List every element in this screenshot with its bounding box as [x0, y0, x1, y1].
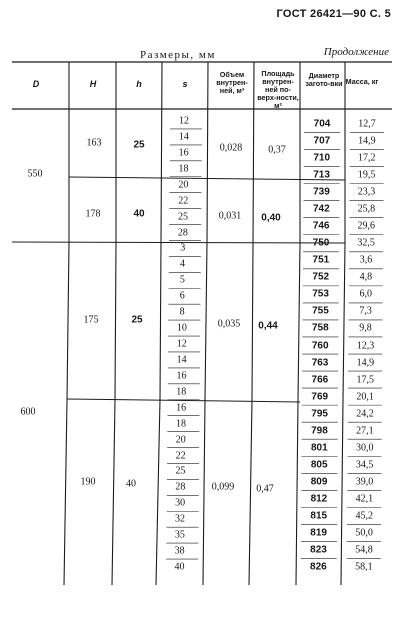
diameter-value: 819	[310, 527, 327, 539]
diameter-value: 751	[312, 254, 330, 266]
mass-value: 12,3	[356, 340, 375, 351]
mass-value: 54,8	[355, 544, 373, 556]
diameter-value: 801	[310, 442, 328, 454]
s-value: 4	[180, 258, 186, 270]
group-area: 0,40	[261, 212, 281, 224]
diameter-value: 758	[311, 322, 329, 334]
mass-value: 20,1	[356, 391, 374, 403]
s-value: 16	[176, 402, 187, 414]
mass-value: 9,8	[359, 322, 372, 334]
mass-value: 4,8	[359, 271, 373, 283]
diameter-value: 812	[310, 493, 328, 505]
mass-value: 3,6	[359, 254, 373, 266]
mass-value: 14,9	[358, 135, 376, 147]
group-area: 0,47	[256, 483, 274, 495]
s-value: 35	[174, 529, 185, 541]
s-value: 38	[174, 545, 185, 557]
diameter-value: 710	[313, 152, 331, 164]
s-value: 20	[178, 179, 189, 191]
mass-value: 50,0	[355, 527, 373, 539]
col-header-D: D	[32, 79, 40, 89]
mass-value: 32,5	[357, 237, 375, 249]
diameter-value: 753	[312, 288, 329, 300]
group-H: 190	[80, 476, 96, 488]
group-D-600: 600	[20, 406, 36, 418]
diameter-value: 805	[310, 459, 328, 471]
diameter-value: 755	[312, 305, 329, 317]
s-value: 14	[178, 131, 189, 143]
mass-value: 19,5	[357, 169, 376, 181]
mass-value: 58,1	[355, 561, 373, 573]
s-value: 40	[174, 561, 185, 573]
s-value: 12	[179, 115, 189, 127]
mass-value: 45,2	[355, 510, 373, 522]
diameter-value: 760	[311, 340, 329, 351]
diameter-value: 707	[313, 135, 331, 147]
diameter-value: 752	[312, 271, 330, 283]
s-value: 5	[179, 274, 185, 286]
diameter-value: 815	[310, 510, 328, 522]
mass-value: 6,0	[359, 288, 373, 300]
mass-value: 39,0	[355, 476, 374, 488]
document-header: ГОСТ 26421—90 С. 5	[276, 8, 391, 20]
diameter-value: 704	[313, 118, 331, 130]
s-value: 18	[175, 418, 186, 430]
diameter-value: 766	[311, 374, 329, 386]
mass-value: 24,2	[356, 408, 374, 420]
group-H: 163	[86, 137, 102, 149]
col-header-volume: Объем внутрен-ней, м³	[216, 70, 248, 95]
s-value: 25	[175, 465, 186, 477]
group-volume: 0,028	[219, 142, 243, 154]
s-value: 12	[176, 338, 187, 350]
mass-value: 7,3	[359, 305, 372, 317]
mass-value: 34,5	[355, 459, 374, 471]
s-value: 6	[179, 290, 185, 302]
diameter-value: 739	[313, 186, 330, 198]
s-value: 30	[175, 497, 186, 509]
group-H: 178	[85, 208, 101, 220]
diameter-value: 795	[311, 408, 328, 420]
s-value: 18	[176, 386, 187, 398]
s-value: 18	[178, 163, 189, 175]
col-header-H: H	[89, 79, 97, 89]
col-header-mass: Масса, кг	[345, 77, 379, 86]
mass-value: 30,0	[355, 442, 374, 454]
s-value: 16	[176, 370, 187, 382]
mass-value: 17,5	[356, 374, 374, 386]
mass-value: 29,6	[357, 220, 376, 232]
s-value: 32	[175, 513, 185, 525]
s-value: 8	[179, 306, 185, 318]
s-value: 22	[175, 450, 186, 461]
s-value: 20	[175, 434, 186, 446]
group-h: 25	[131, 314, 143, 326]
col-header-h: h	[136, 79, 142, 89]
diameter-value: 742	[312, 203, 330, 215]
diameter-value: 809	[310, 476, 328, 488]
mass-value: 12,7	[358, 118, 376, 130]
diameter-value: 763	[311, 357, 329, 369]
sizes-caption: Размеры, мм	[140, 49, 216, 61]
s-value: 3	[180, 242, 186, 254]
s-value: 14	[176, 354, 187, 366]
diameter-value: 823	[310, 544, 327, 556]
mass-value: 42,1	[355, 493, 374, 505]
group-area: 0,37	[268, 144, 286, 156]
group-H: 175	[83, 314, 99, 326]
group-h: 40	[126, 478, 136, 490]
diameter-value: 713	[313, 169, 330, 181]
col-header-s: s	[182, 79, 188, 89]
col-header-area: Площадь внутрен-ней по-верх-ности, м²	[257, 69, 299, 110]
s-value: 25	[178, 211, 189, 223]
group-area: 0,44	[258, 320, 278, 332]
diameter-value: 826	[310, 561, 327, 573]
group-volume: 0,031	[218, 210, 242, 222]
group-volume: 0,099	[211, 481, 235, 493]
mass-value: 17,2	[358, 152, 376, 164]
mass-value: 23,3	[357, 186, 376, 198]
s-value: 10	[176, 322, 187, 334]
diameter-value: 798	[311, 425, 328, 437]
s-value: 16	[178, 147, 189, 159]
s-value: 22	[178, 195, 189, 207]
diameter-value: 769	[311, 391, 329, 403]
mass-value: 25,8	[357, 203, 376, 215]
group-volume: 0,035	[217, 318, 241, 330]
diameter-value: 746	[312, 220, 330, 232]
diameter-value: 750	[312, 237, 330, 249]
s-value: 28	[175, 481, 186, 493]
s-value: 28	[177, 227, 188, 238]
col-header-diameter: Диаметр загото-вки	[305, 71, 343, 88]
group-D-550: 550	[27, 168, 43, 180]
mass-value: 27,1	[356, 425, 374, 437]
continuation-label: Продолжение	[323, 46, 389, 58]
group-h: 25	[133, 139, 145, 151]
mass-value: 14,9	[356, 357, 375, 369]
group-h: 40	[133, 208, 145, 220]
